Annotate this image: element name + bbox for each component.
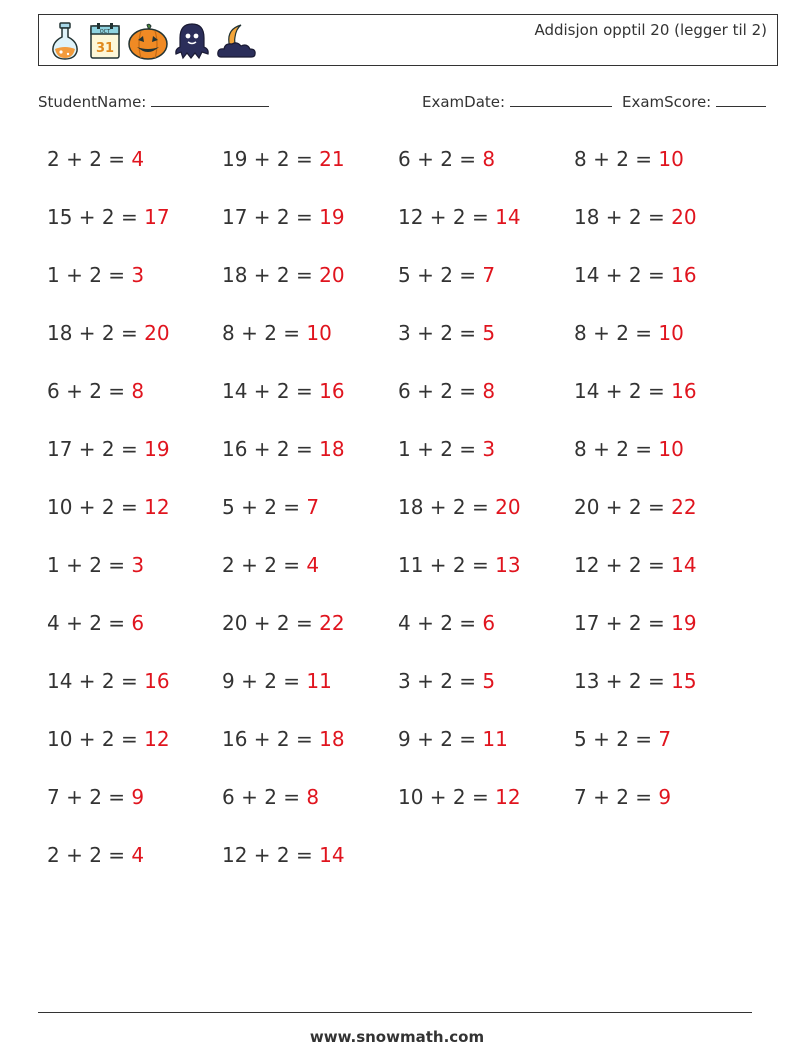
calendar-icon: [87, 21, 123, 61]
problem-answer: 22: [671, 495, 697, 519]
problem-question: 19 + 2 =: [222, 147, 320, 171]
problem-item: [574, 437, 684, 461]
problem-question: 12 + 2 =: [574, 553, 672, 577]
problem-question: 14 + 2 =: [222, 379, 320, 403]
problem-question: 10 + 2 =: [398, 785, 496, 809]
problem-answer: 7: [658, 727, 672, 751]
problem-question: 5 + 2 =: [222, 495, 307, 519]
problem-item: [398, 147, 495, 171]
problem-answer: 7: [306, 495, 320, 519]
problem-item: [222, 843, 345, 867]
exam-score-blank[interactable]: [716, 94, 766, 107]
exam-score-label: ExamScore:: [622, 93, 712, 111]
problem-question: 7 + 2 =: [574, 785, 659, 809]
problem-answer: 22: [319, 611, 345, 635]
problem-item: [574, 495, 697, 519]
problem-question: 10 + 2 =: [47, 727, 145, 751]
problem-item: [47, 205, 170, 229]
worksheet-header: [38, 14, 778, 66]
problem-question: 6 + 2 =: [222, 785, 307, 809]
problem-item: [222, 437, 345, 461]
problem-question: 8 + 2 =: [574, 321, 659, 345]
calendar-day: 31: [95, 41, 115, 56]
problem-item: [47, 669, 170, 693]
problem-question: 13 + 2 =: [574, 669, 672, 693]
problem-question: 16 + 2 =: [222, 437, 320, 461]
footer-divider: [38, 1012, 752, 1013]
problem-answer: 18: [319, 727, 345, 751]
worksheet-title: Addisjon opptil 20 (legger til 2): [534, 21, 767, 39]
problem-answer: 16: [144, 669, 170, 693]
pumpkin-icon: [127, 21, 169, 61]
problem-answer: 8: [482, 147, 496, 171]
problem-item: [47, 727, 170, 751]
problem-item: [574, 205, 697, 229]
problem-answer: 12: [144, 727, 170, 751]
problem-item: [398, 611, 495, 635]
problem-question: 20 + 2 =: [222, 611, 320, 635]
problem-item: [47, 611, 144, 635]
icon-strip: [47, 21, 259, 61]
problem-question: 4 + 2 =: [47, 611, 132, 635]
problem-answer: 8: [131, 379, 145, 403]
problem-item: [222, 727, 345, 751]
problem-answer: 14: [319, 843, 345, 867]
problem-answer: 5: [482, 321, 496, 345]
problem-question: 14 + 2 =: [574, 263, 672, 287]
problem-answer: 21: [319, 147, 345, 171]
problem-question: 7 + 2 =: [47, 785, 132, 809]
problem-question: 18 + 2 =: [47, 321, 145, 345]
problem-item: [398, 727, 508, 751]
problem-answer: 12: [495, 785, 521, 809]
problem-answer: 12: [144, 495, 170, 519]
problem-question: 12 + 2 =: [222, 843, 320, 867]
problem-answer: 19: [671, 611, 697, 635]
problem-item: [47, 147, 144, 171]
problem-item: [222, 553, 319, 577]
problem-answer: 4: [131, 843, 145, 867]
problem-item: [398, 669, 495, 693]
problem-answer: 17: [144, 205, 170, 229]
problem-question: 14 + 2 =: [574, 379, 672, 403]
problem-answer: 9: [658, 785, 672, 809]
problem-answer: 8: [482, 379, 496, 403]
exam-date-field: [422, 93, 612, 111]
problem-item: [222, 205, 345, 229]
problem-item: [574, 611, 697, 635]
problem-answer: 15: [671, 669, 697, 693]
problem-answer: 6: [131, 611, 145, 635]
ghost-icon: [173, 21, 211, 61]
problem-answer: 20: [144, 321, 170, 345]
problem-answer: 16: [671, 263, 697, 287]
problem-answer: 5: [482, 669, 496, 693]
problem-answer: 11: [482, 727, 508, 751]
problem-question: 5 + 2 =: [398, 263, 483, 287]
problem-question: 8 + 2 =: [574, 437, 659, 461]
problem-item: [222, 611, 345, 635]
problem-answer: 14: [495, 205, 521, 229]
problem-question: 8 + 2 =: [222, 321, 307, 345]
problem-question: 6 + 2 =: [398, 379, 483, 403]
problem-item: [574, 263, 697, 287]
problem-question: 2 + 2 =: [222, 553, 307, 577]
problem-answer: 6: [482, 611, 496, 635]
problem-answer: 10: [658, 321, 684, 345]
problem-answer: 10: [658, 437, 684, 461]
moon-cloud-icon: [215, 21, 259, 61]
problem-item: [47, 379, 144, 403]
student-name-blank[interactable]: [151, 94, 269, 107]
problem-answer: 19: [319, 205, 345, 229]
footer-site: www.snowmath.com: [309, 1028, 485, 1046]
problem-question: 3 + 2 =: [398, 669, 483, 693]
problem-item: [47, 785, 144, 809]
problem-item: [222, 321, 332, 345]
problem-question: 9 + 2 =: [398, 727, 483, 751]
problem-answer: 10: [658, 147, 684, 171]
problem-question: 2 + 2 =: [47, 147, 132, 171]
problem-item: [47, 263, 144, 287]
problem-question: 17 + 2 =: [47, 437, 145, 461]
problem-item: [47, 437, 170, 461]
problem-item: [574, 147, 684, 171]
problem-item: [222, 147, 345, 171]
problem-question: 20 + 2 =: [574, 495, 672, 519]
problem-item: [398, 437, 495, 461]
problem-answer: 3: [482, 437, 496, 461]
problem-answer: 18: [319, 437, 345, 461]
problem-answer: 19: [144, 437, 170, 461]
problem-question: 9 + 2 =: [222, 669, 307, 693]
problem-answer: 3: [131, 263, 145, 287]
problem-question: 10 + 2 =: [47, 495, 145, 519]
problem-item: [398, 553, 521, 577]
problem-item: [222, 495, 319, 519]
problem-question: 6 + 2 =: [47, 379, 132, 403]
problem-item: [47, 553, 144, 577]
problem-item: [398, 263, 495, 287]
problem-question: 14 + 2 =: [47, 669, 145, 693]
problem-item: [222, 669, 332, 693]
problem-item: [574, 321, 684, 345]
problem-question: 2 + 2 =: [47, 843, 132, 867]
problem-item: [398, 205, 521, 229]
problem-question: 15 + 2 =: [47, 205, 145, 229]
problem-question: 12 + 2 =: [398, 205, 496, 229]
problem-answer: 9: [131, 785, 145, 809]
problem-item: [222, 379, 345, 403]
problem-item: [47, 495, 170, 519]
student-name-label: StudentName:: [38, 93, 147, 111]
problem-item: [574, 553, 697, 577]
problem-answer: 11: [306, 669, 332, 693]
problem-item: [398, 495, 521, 519]
problem-item: [398, 785, 521, 809]
problem-item: [574, 785, 671, 809]
problem-question: 4 + 2 =: [398, 611, 483, 635]
problem-question: 1 + 2 =: [398, 437, 483, 461]
problem-question: 3 + 2 =: [398, 321, 483, 345]
problem-item: [574, 669, 697, 693]
problem-question: 18 + 2 =: [222, 263, 320, 287]
problem-item: [398, 379, 495, 403]
problem-answer: 3: [131, 553, 145, 577]
problem-item: [222, 785, 319, 809]
problem-item: [47, 321, 170, 345]
problem-question: 6 + 2 =: [398, 147, 483, 171]
problem-question: 17 + 2 =: [574, 611, 672, 635]
problem-answer: 10: [306, 321, 332, 345]
problem-answer: 4: [131, 147, 145, 171]
problem-answer: 8: [306, 785, 320, 809]
potion-icon: [47, 21, 83, 61]
problem-answer: 7: [482, 263, 496, 287]
problem-question: 1 + 2 =: [47, 553, 132, 577]
problem-question: 8 + 2 =: [574, 147, 659, 171]
problem-answer: 16: [671, 379, 697, 403]
exam-date-label: ExamDate:: [422, 93, 506, 111]
problem-item: [574, 379, 697, 403]
problem-answer: 4: [306, 553, 320, 577]
problem-item: [574, 727, 671, 751]
problem-item: [222, 263, 345, 287]
problem-answer: 13: [495, 553, 521, 577]
problem-answer: 20: [319, 263, 345, 287]
exam-score-field: [622, 93, 766, 111]
problem-answer: 14: [671, 553, 697, 577]
student-name-field: [38, 93, 269, 111]
exam-date-blank[interactable]: [510, 94, 612, 107]
problem-answer: 20: [495, 495, 521, 519]
calendar-month: OCT: [99, 29, 111, 35]
problem-answer: 16: [319, 379, 345, 403]
problem-item: [47, 843, 144, 867]
problem-question: 16 + 2 =: [222, 727, 320, 751]
problem-question: 17 + 2 =: [222, 205, 320, 229]
problem-question: 18 + 2 =: [574, 205, 672, 229]
problem-answer: 20: [671, 205, 697, 229]
problem-item: [398, 321, 495, 345]
problem-question: 18 + 2 =: [398, 495, 496, 519]
problem-question: 11 + 2 =: [398, 553, 496, 577]
problem-question: 1 + 2 =: [47, 263, 132, 287]
problem-question: 5 + 2 =: [574, 727, 659, 751]
